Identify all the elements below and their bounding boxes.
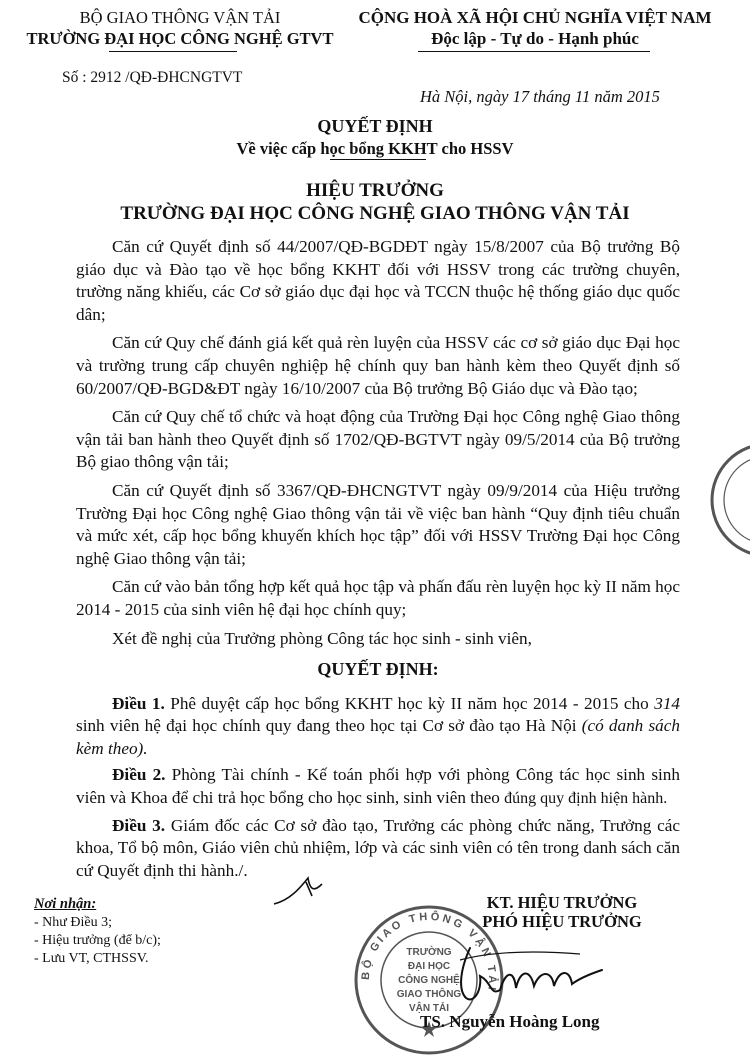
- article-1-count: 314: [654, 693, 680, 713]
- flourish-mark: [270, 870, 350, 910]
- header-divider-left: [109, 51, 237, 52]
- header-divider-right: [418, 51, 650, 52]
- seal-line: TRƯỜNG: [406, 947, 452, 958]
- decision-heading: QUYẾT ĐỊNH:: [317, 659, 439, 680]
- article-1: [76, 693, 680, 761]
- signature-role-2: PHÓ HIỆU TRƯỞNG: [482, 912, 642, 931]
- national-motto: Độc lập - Tự do - Hạnh phúc: [431, 29, 639, 48]
- seal-line: VẬN TẢI: [409, 1003, 449, 1014]
- date-line: Hà Nội, ngày 17 tháng 11 năm 2015: [420, 87, 660, 106]
- preamble-paragraph: Căn cứ Quy chế đánh giá kết quả rèn luyện của HSSV các cơ sở giáo dục Đại học và trường trung cấp chuyên nghiệp hệ chính quy ban hành kèm theo Quyết định số 60/2007/QĐ-BGD&ĐT ngày 16/10/2007 của Bộ trưởng Bộ Giáo dục và Đào tạo;: [76, 333, 680, 398]
- document-number: Số : 2912 /QĐ-ĐHCNGTVT: [62, 69, 243, 86]
- school-name: TRƯỜNG ĐẠI HỌC CÔNG NGHỆ GTVT: [26, 29, 334, 48]
- preamble-paragraph: Căn cứ vào bản tổng hợp kết quả học tập và phấn đấu rèn luyện học kỳ II năm học 2014 - 2015 của sinh viên hệ đại học chính quy;: [76, 577, 680, 619]
- article-1-text-a: Phê duyệt cấp học bổng KKHT học kỳ II năm học 2014 - 2015 cho: [164, 693, 655, 713]
- article-1-label: Điều 1.: [112, 693, 165, 713]
- authority-title: HIỆU TRƯỞNG: [306, 180, 444, 201]
- preamble-paragraph: Xét đề nghị của Trưởng phòng Công tác học sinh - sinh viên,: [112, 628, 532, 648]
- handwritten-signature: [430, 940, 610, 1010]
- article-3-label: Điều 3.: [112, 815, 166, 835]
- recipient-item: - Lưu VT, CTHSSV.: [34, 951, 149, 966]
- signer-name: TS. Nguyễn Hoàng Long: [420, 1012, 600, 1031]
- edge-seal-fragment: [708, 440, 750, 560]
- authority-organization: TRƯỜNG ĐẠI HỌC CÔNG NGHỆ GIAO THÔNG VẬN TẢI: [120, 203, 630, 224]
- recipient-item: - Như Điều 3;: [34, 915, 112, 930]
- article-2-text: Phòng Tài chính - Kế toán phối hợp với phòng Công tác học sinh sinh viên và Khoa để chi trả học bổng cho học sinh, sinh viên theo: [76, 765, 680, 808]
- article-1-text-b: sinh viên hệ đại học chính quy đang theo học tại Cơ sở đào tạo Hà Nội: [76, 716, 582, 736]
- article-2-tail: đúng quy định hiện hành.: [504, 790, 668, 808]
- seal-line: CÔNG NGHỆ: [398, 975, 460, 986]
- decision-subject: Về việc cấp học bổng KKHT cho HSSV: [236, 139, 514, 158]
- subject-divider: [330, 159, 426, 160]
- ministry-name: BỘ GIAO THÔNG VẬN TẢI: [79, 8, 281, 27]
- seal-line: ĐẠI HỌC: [407, 961, 451, 972]
- seal-line: GIAO THÔNG: [396, 989, 462, 1000]
- article-2: [76, 764, 680, 810]
- seal-ring-text: BỘ GIAO THÔNG VẬN TẢI: [359, 910, 499, 994]
- country-name: CỘNG HOÀ XÃ HỘI CHỦ NGHĨA VIỆT NAM: [358, 8, 712, 27]
- recipient-item: - Hiệu trưởng (để b/c);: [34, 933, 161, 948]
- decision-title: QUYẾT ĐỊNH: [317, 116, 433, 136]
- preamble-paragraph: Căn cứ Quyết định số 3367/QĐ-ĐHCNGTVT ngày 09/9/2014 của Hiệu trưởng Trường Đại học Công nghệ Giao thông vận tải về việc ban hành “Quy định tiêu chuẩn và mức xét, cấp học bổng khuyến khích học tập” đối với HSSV Trường Đại học Công nghệ Giao thông vận tải;: [76, 480, 680, 568]
- preamble-paragraph: Căn cứ Quy chế tổ chức và hoạt động của Trường Đại học Công nghệ Giao thông vận tải ban hành theo Quyết định số 1702/QĐ-BGTVT ngày 09/5/2014 của Bộ trưởng Bộ giao thông vận tải;: [76, 407, 680, 472]
- signature-role-1: KT. HIỆU TRƯỞNG: [486, 893, 638, 912]
- article-3: [76, 815, 680, 883]
- article-1-note: (có danh sách kèm theo).: [76, 716, 680, 758]
- recipients-heading: Nơi nhận:: [34, 896, 97, 912]
- article-3-text: Giám đốc các Cơ sở đào tạo, Trưởng các phòng chức năng, Trưởng các khoa, Tổ bộ môn, Giáo viên chủ nhiệm, lớp và các sinh viên có tên trong danh sách căn cứ Quyết định thi hành./.: [76, 815, 681, 880]
- document-body: [76, 236, 680, 886]
- preamble-paragraph: Căn cứ Quyết định số 44/2007/QĐ-BGDĐT ngày 15/8/2007 của Bộ trưởng Bộ giáo dục và Đào tạo về học bổng KKHT đối với HSSV trong các trường chuyên, trường năng khiếu, các Cơ sở giáo dục đại học và TCCN thuộc hệ thống giáo dục quốc dân;: [76, 237, 680, 324]
- article-2-label: Điều 2.: [112, 765, 166, 785]
